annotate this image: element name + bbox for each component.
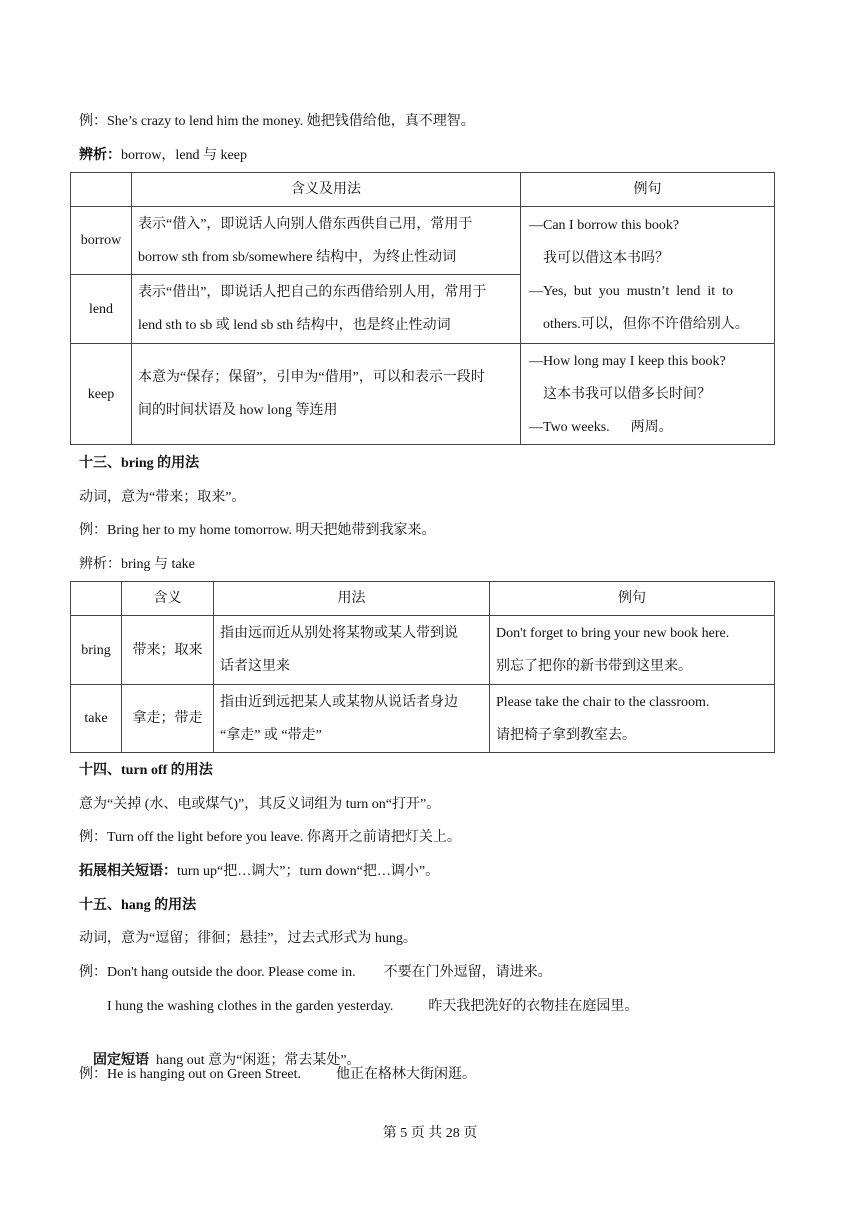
section-14-extension (79, 862, 439, 882)
section-15-definition: 动词，意为“逗留；徘徊；悬挂”，过去式形式为 hung。 (79, 931, 417, 946)
example-line: —Can I borrow this book? (529, 218, 680, 233)
section-13-example: 例：Bring her to my home tomorrow. 明天把她带到我家来。 (79, 523, 436, 538)
analysis-borrow-lend-keep (79, 146, 247, 166)
section-13-analysis: 辨析：bring 与 take (79, 557, 195, 572)
usage-line: 间的时间状语及 how long 等连用 (138, 403, 338, 418)
table-example-keep (521, 344, 775, 445)
example-lend: 例：She’s crazy to lend him the money. 她把钱借给他，真不理智。 (79, 114, 475, 129)
usage-line: 表示“借入”，即说话人向别人借东西供自己用，常用于 (138, 216, 473, 232)
example-line: Please take the chair to the classroom. (496, 694, 710, 710)
analysis-label: 辨析： (79, 148, 121, 163)
usage-line: borrow sth from sb/somewhere 结构中，为终止性动词 (138, 249, 457, 265)
table-word-keep: keep (71, 344, 132, 445)
table-meaning-take: 拿走；带走 (122, 685, 214, 753)
example-line: —Two weeks. 两周。 (529, 419, 673, 435)
usage-line: 本意为“保存；保留”，引申为“借用”，可以和表示一段时 (138, 370, 485, 385)
table-usage-borrow (132, 207, 521, 275)
section-15-example-3: 例：He is hanging out on Green Street. 他正在格林大街闲逛。 (79, 1067, 477, 1082)
extension-text: turn up“把…调大”；turn down“把…调小”。 (177, 864, 440, 879)
section-15-example-1: 例：Don't hang outside the door. Please come in. 不要在门外逗留，请进来。 (79, 965, 552, 980)
example-line: 这本书我可以借多长时间？ (543, 386, 711, 402)
table-word-take: take (71, 685, 122, 753)
table-word-borrow: borrow (71, 207, 132, 275)
example-line: 请把椅子拿到教室去。 (496, 727, 636, 743)
table-usage-bring (214, 616, 490, 685)
table-word-bring: bring (71, 616, 122, 685)
table-header-example: 例句 (521, 173, 775, 207)
table-header-meaning: 含义 (122, 582, 214, 616)
usage-line: 话者这里来 (220, 659, 290, 674)
table-header-usage: 含义及用法 (132, 173, 521, 207)
analysis-text: borrow，lend 与 keep (121, 148, 247, 163)
table-usage-take (214, 685, 490, 753)
section-15-heading: 十五、hang 的用法 (79, 898, 197, 913)
table-header-blank (71, 582, 122, 616)
example-line: others.可以，但你不许借给别人。 (543, 317, 749, 332)
section-14-heading: 十四、turn off 的用法 (79, 763, 213, 778)
section-13-definition: 动词，意为“带来；取来”。 (79, 490, 246, 505)
table-header-example: 例句 (490, 582, 775, 616)
usage-line: lend sth to sb 或 lend sb sth 结构中，也是终止性动词 (138, 318, 451, 333)
table-header-usage: 用法 (214, 582, 490, 616)
borrow-lend-keep-table (70, 172, 775, 445)
example-line: —Yes, but you mustn’t lend it to (529, 284, 734, 299)
section-15-example-2: I hung the washing clothes in the garden yesterday. 昨天我把洗好的衣物挂在庭园里。 (107, 999, 639, 1014)
phrase-text: hang out 意为“闲逛；常去某处”。 (149, 1053, 361, 1068)
example-line: Don't forget to bring your new book here. (496, 626, 730, 641)
example-line: 我可以借这本书吗？ (543, 251, 669, 266)
table-example-bring (490, 616, 775, 685)
phrase-label: 固定短语 (93, 1053, 149, 1068)
section-13-heading: 十三、bring 的用法 (79, 456, 200, 471)
section-14-example: 例：Turn off the light before you leave. 你离开之前请把灯关上。 (79, 830, 461, 845)
table-example-borrow-lend (521, 207, 775, 344)
extension-label: 拓展相关短语： (79, 864, 177, 879)
table-usage-lend (132, 275, 521, 344)
table-word-lend: lend (71, 275, 132, 344)
section-14-definition: 意为“关掉 (水、电或煤气)”，其反义词组为 turn on“打开”。 (79, 797, 441, 812)
usage-line: 指由近到远把某人或某物从说话者身边 (220, 694, 458, 710)
bring-take-table (70, 581, 775, 753)
example-line: —How long may I keep this book? (529, 353, 726, 369)
usage-line: 指由远而近从别处将某物或某人带到说 (220, 626, 458, 641)
usage-line: “拿走” 或 “带走” (220, 727, 322, 743)
table-usage-keep (132, 344, 521, 445)
table-meaning-bring: 带来；取来 (122, 616, 214, 685)
page-footer: 第 5 页 共 28 页 (382, 1126, 478, 1141)
table-header-blank (71, 173, 132, 207)
usage-line: 表示“借出”，即说话人把自己的东西借给别人用，常用于 (138, 285, 487, 300)
example-line: 别忘了把你的新书带到这里来。 (496, 659, 692, 674)
table-example-take (490, 685, 775, 753)
